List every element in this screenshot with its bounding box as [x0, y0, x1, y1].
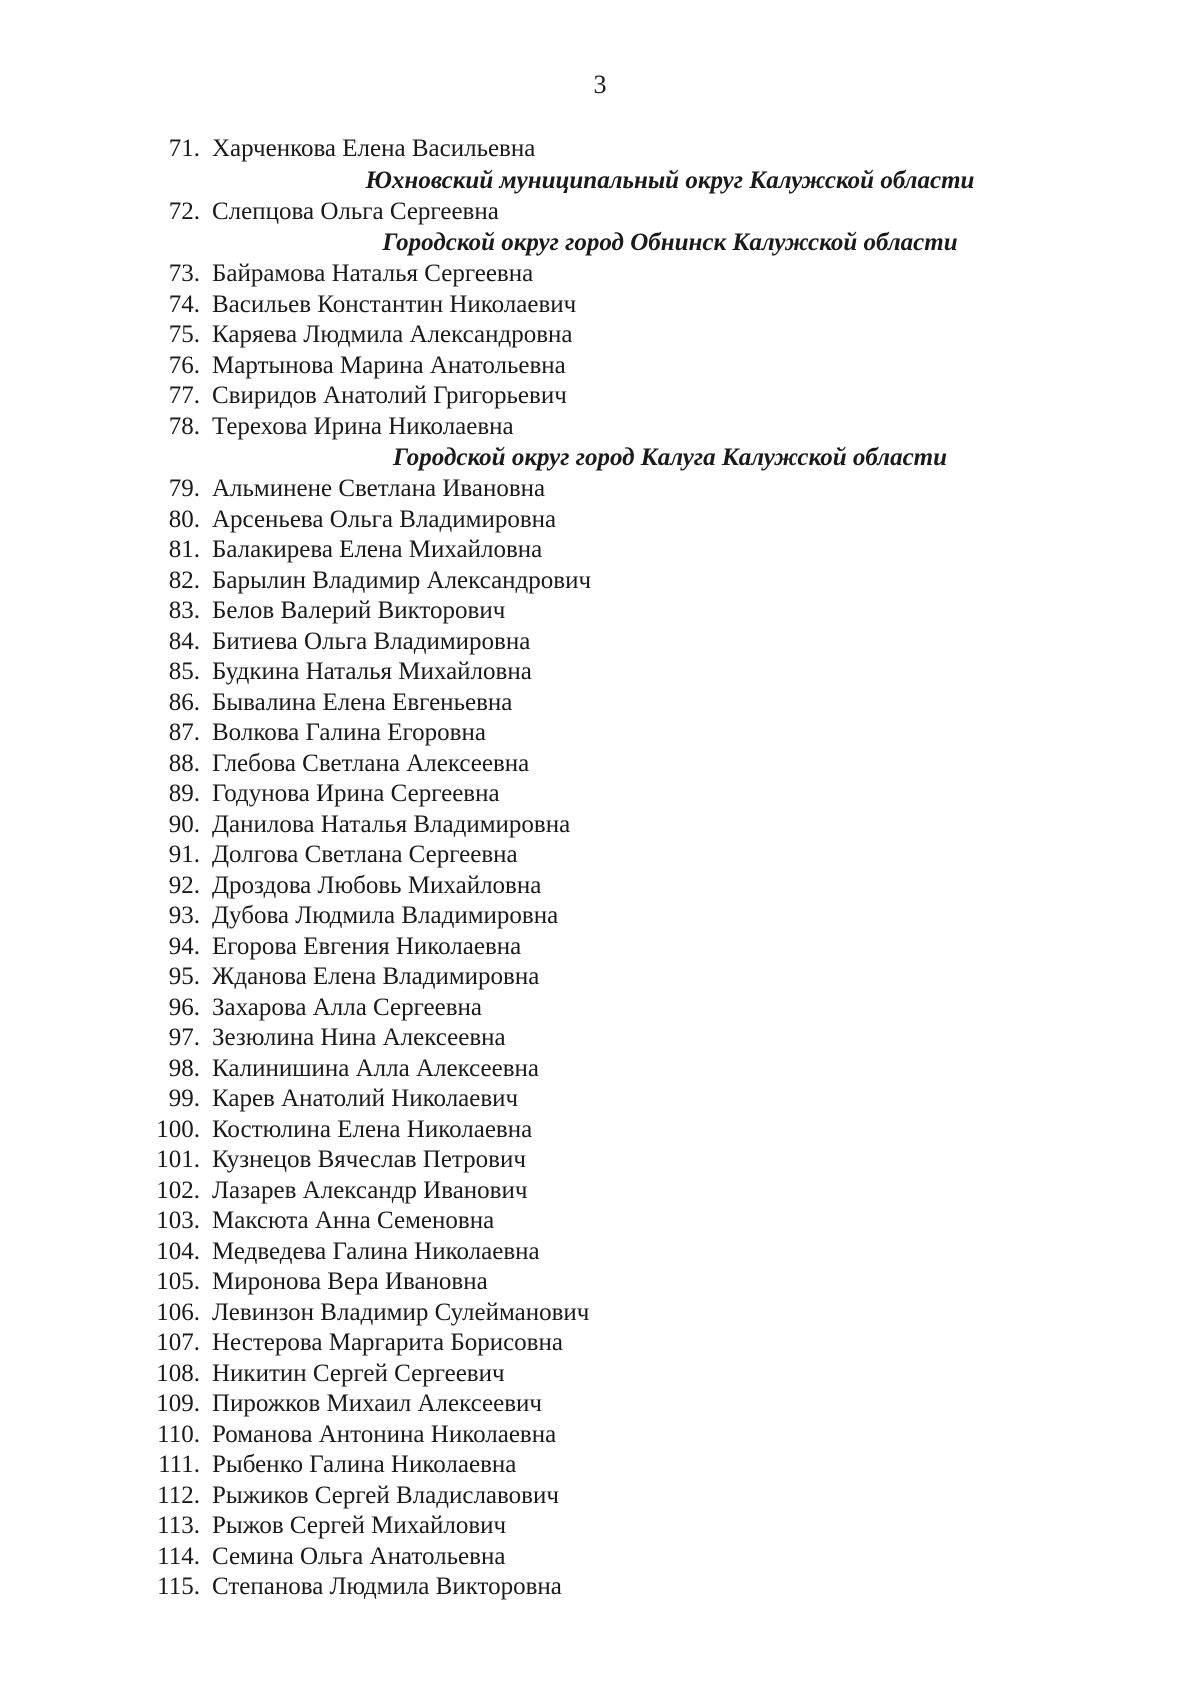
person-name: Альминене Светлана Ивановна	[212, 475, 546, 502]
item-number: 75.	[168, 321, 200, 348]
item-number: 79.	[168, 475, 200, 502]
item-number: 92.	[168, 871, 200, 899]
list-item	[0, 1572, 1200, 1603]
list-item	[0, 779, 1200, 810]
item-number: 108.	[156, 1359, 200, 1387]
list-item	[0, 1542, 1200, 1573]
item-number: 115.	[157, 1573, 200, 1600]
person-name: Лазарев Александр Иванович	[212, 1176, 528, 1204]
person-name: Волкова Галина Егоровна	[212, 719, 486, 746]
item-number: 73.	[168, 260, 200, 287]
list-item	[0, 1054, 1200, 1085]
person-name: Зезюлина Нина Алексеевна	[212, 1024, 506, 1051]
item-number: 85.	[168, 658, 200, 685]
person-name: Годунова Ирина Сергеевна	[212, 780, 500, 807]
item-number: 93.	[168, 902, 200, 929]
list-item	[0, 627, 1200, 658]
person-name: Данилова Наталья Владимировна	[212, 810, 571, 838]
person-name: Калинишина Алла Алексеевна	[212, 1054, 540, 1082]
list-item	[0, 1267, 1200, 1298]
list-item	[0, 412, 1200, 443]
item-number: 95.	[168, 963, 200, 990]
item-number: 81.	[168, 536, 200, 563]
list-item	[0, 290, 1200, 321]
list-item	[0, 901, 1200, 932]
person-name: Егорова Евгения Николаевна	[212, 932, 522, 960]
list-item	[0, 1023, 1200, 1054]
list-item	[0, 1328, 1200, 1359]
section-heading: Юхновский муниципальный округ Калужской области	[365, 166, 975, 194]
list-item	[0, 1084, 1200, 1115]
person-name: Долгова Светлана Сергеевна	[212, 841, 518, 868]
list-item	[0, 1359, 1200, 1390]
person-name: Рыжов Сергей Михайлович	[212, 1512, 507, 1539]
person-name: Медведева Галина Николаевна	[212, 1237, 540, 1265]
list-item	[0, 1145, 1200, 1176]
item-number: 114.	[157, 1542, 200, 1570]
item-number: 80.	[168, 505, 200, 533]
list-item	[0, 1176, 1200, 1207]
item-number: 109.	[156, 1390, 200, 1417]
list-item	[0, 505, 1200, 536]
item-number: 96.	[168, 993, 200, 1021]
list-item	[0, 259, 1200, 290]
person-name: Миронова Вера Ивановна	[212, 1268, 488, 1295]
item-number: 90.	[168, 810, 200, 838]
item-number: 112.	[157, 1481, 200, 1509]
list-item	[0, 1450, 1200, 1481]
page-number: 3	[593, 70, 607, 99]
person-name: Дубова Людмила Владимировна	[212, 902, 559, 929]
item-number: 78.	[168, 412, 200, 440]
item-number: 97.	[168, 1024, 200, 1051]
item-number: 99.	[168, 1085, 200, 1112]
item-number: 76.	[168, 351, 200, 379]
item-number: 71.	[168, 135, 200, 162]
list-item	[0, 1481, 1200, 1512]
person-name: Жданова Елена Владимировна	[212, 963, 540, 990]
person-name: Глебова Светлана Алексеевна	[212, 749, 530, 777]
item-number: 72.	[168, 197, 200, 225]
list-item	[0, 1389, 1200, 1420]
list-item	[0, 1511, 1200, 1542]
list-item	[0, 1237, 1200, 1268]
person-name: Дроздова Любовь Михайловна	[212, 871, 542, 899]
list-item	[0, 840, 1200, 871]
person-name: Арсеньева Ольга Владимировна	[212, 505, 557, 533]
item-number: 74.	[168, 290, 200, 318]
list-item	[0, 962, 1200, 993]
list-item	[0, 749, 1200, 780]
list-item	[0, 351, 1200, 382]
person-name: Степанова Людмила Викторовна	[212, 1573, 562, 1600]
person-name: Рыбенко Галина Николаевна	[212, 1451, 517, 1478]
list-item	[0, 134, 1200, 165]
list-item	[0, 566, 1200, 597]
item-number: 91.	[168, 841, 200, 868]
person-name: Слепцова Ольга Сергеевна	[212, 197, 499, 225]
list-item	[0, 596, 1200, 627]
item-number: 84.	[168, 627, 200, 655]
list-item	[0, 381, 1200, 412]
person-name: Пирожков Михаил Алексеевич	[212, 1390, 542, 1417]
list-item	[0, 657, 1200, 688]
list-item	[0, 688, 1200, 719]
item-number: 83.	[168, 597, 200, 624]
person-name: Романова Антонина Николаевна	[212, 1420, 557, 1448]
list-item	[0, 871, 1200, 902]
item-number: 104.	[156, 1237, 200, 1265]
person-name: Никитин Сергей Сергеевич	[212, 1359, 505, 1387]
item-number: 100.	[156, 1115, 200, 1143]
list-item	[0, 1298, 1200, 1329]
person-name: Мартынова Марина Анатольевна	[212, 351, 566, 379]
name-list	[0, 134, 1200, 1603]
person-name: Бывалина Елена Евгеньевна	[212, 688, 513, 716]
list-item	[0, 535, 1200, 566]
list-item	[0, 197, 1200, 228]
item-number: 103.	[156, 1207, 200, 1234]
person-name: Левинзон Владимир Сулейманович	[212, 1298, 590, 1326]
item-number: 86.	[168, 688, 200, 716]
item-number: 82.	[168, 566, 200, 594]
list-item	[0, 320, 1200, 351]
person-name: Захарова Алла Сергеевна	[212, 993, 483, 1021]
person-name: Свиридов Анатолий Григорьевич	[212, 382, 567, 409]
item-number: 105.	[156, 1268, 200, 1295]
person-name: Белов Валерий Викторович	[212, 597, 506, 624]
list-item	[0, 1420, 1200, 1451]
list-item	[0, 1115, 1200, 1146]
section-heading: Городской округ город Обнинск Калужской области	[382, 229, 958, 256]
item-number: 77.	[168, 382, 200, 409]
person-name: Балакирева Елена Михайловна	[212, 536, 543, 563]
item-number: 101.	[156, 1146, 200, 1173]
list-item	[0, 474, 1200, 505]
person-name: Битиева Ольга Владимировна	[212, 627, 531, 655]
list-item	[0, 993, 1200, 1024]
section-heading: Городской округ город Калуга Калужской области	[392, 444, 948, 471]
person-name: Максюта Анна Семеновна	[212, 1207, 495, 1234]
item-number: 111.	[158, 1451, 200, 1478]
person-name: Семина Ольга Анатольевна	[212, 1542, 506, 1570]
person-name: Костюлина Елена Николаевна	[212, 1115, 533, 1143]
item-number: 94.	[168, 932, 200, 960]
person-name: Будкина Наталья Михайловна	[212, 658, 532, 685]
person-name: Терехова Ирина Николаевна	[212, 412, 514, 440]
list-item	[0, 718, 1200, 749]
item-number: 98.	[168, 1054, 200, 1082]
person-name: Карев Анатолий Николаевич	[212, 1085, 519, 1112]
item-number: 107.	[156, 1329, 200, 1356]
person-name: Нестерова Маргарита Борисовна	[212, 1329, 563, 1356]
item-number: 113.	[157, 1512, 200, 1539]
person-name: Харченкова Елена Васильевна	[212, 135, 536, 162]
item-number: 102.	[156, 1176, 200, 1204]
item-number: 106.	[156, 1298, 200, 1326]
person-name: Байрамова Наталья Сергеевна	[212, 260, 534, 287]
person-name: Рыжиков Сергей Владиславович	[212, 1481, 559, 1509]
item-number: 87.	[168, 719, 200, 746]
person-name: Каряева Людмила Александровна	[212, 321, 573, 348]
person-name: Кузнецов Вячеслав Петрович	[212, 1146, 526, 1173]
item-number: 89.	[168, 780, 200, 807]
item-number: 110.	[157, 1420, 200, 1448]
person-name: Барылин Владимир Александрович	[212, 566, 592, 594]
list-item	[0, 932, 1200, 963]
list-item	[0, 1206, 1200, 1237]
item-number: 88.	[168, 749, 200, 777]
person-name: Васильев Константин Николаевич	[212, 290, 577, 318]
list-item	[0, 810, 1200, 841]
